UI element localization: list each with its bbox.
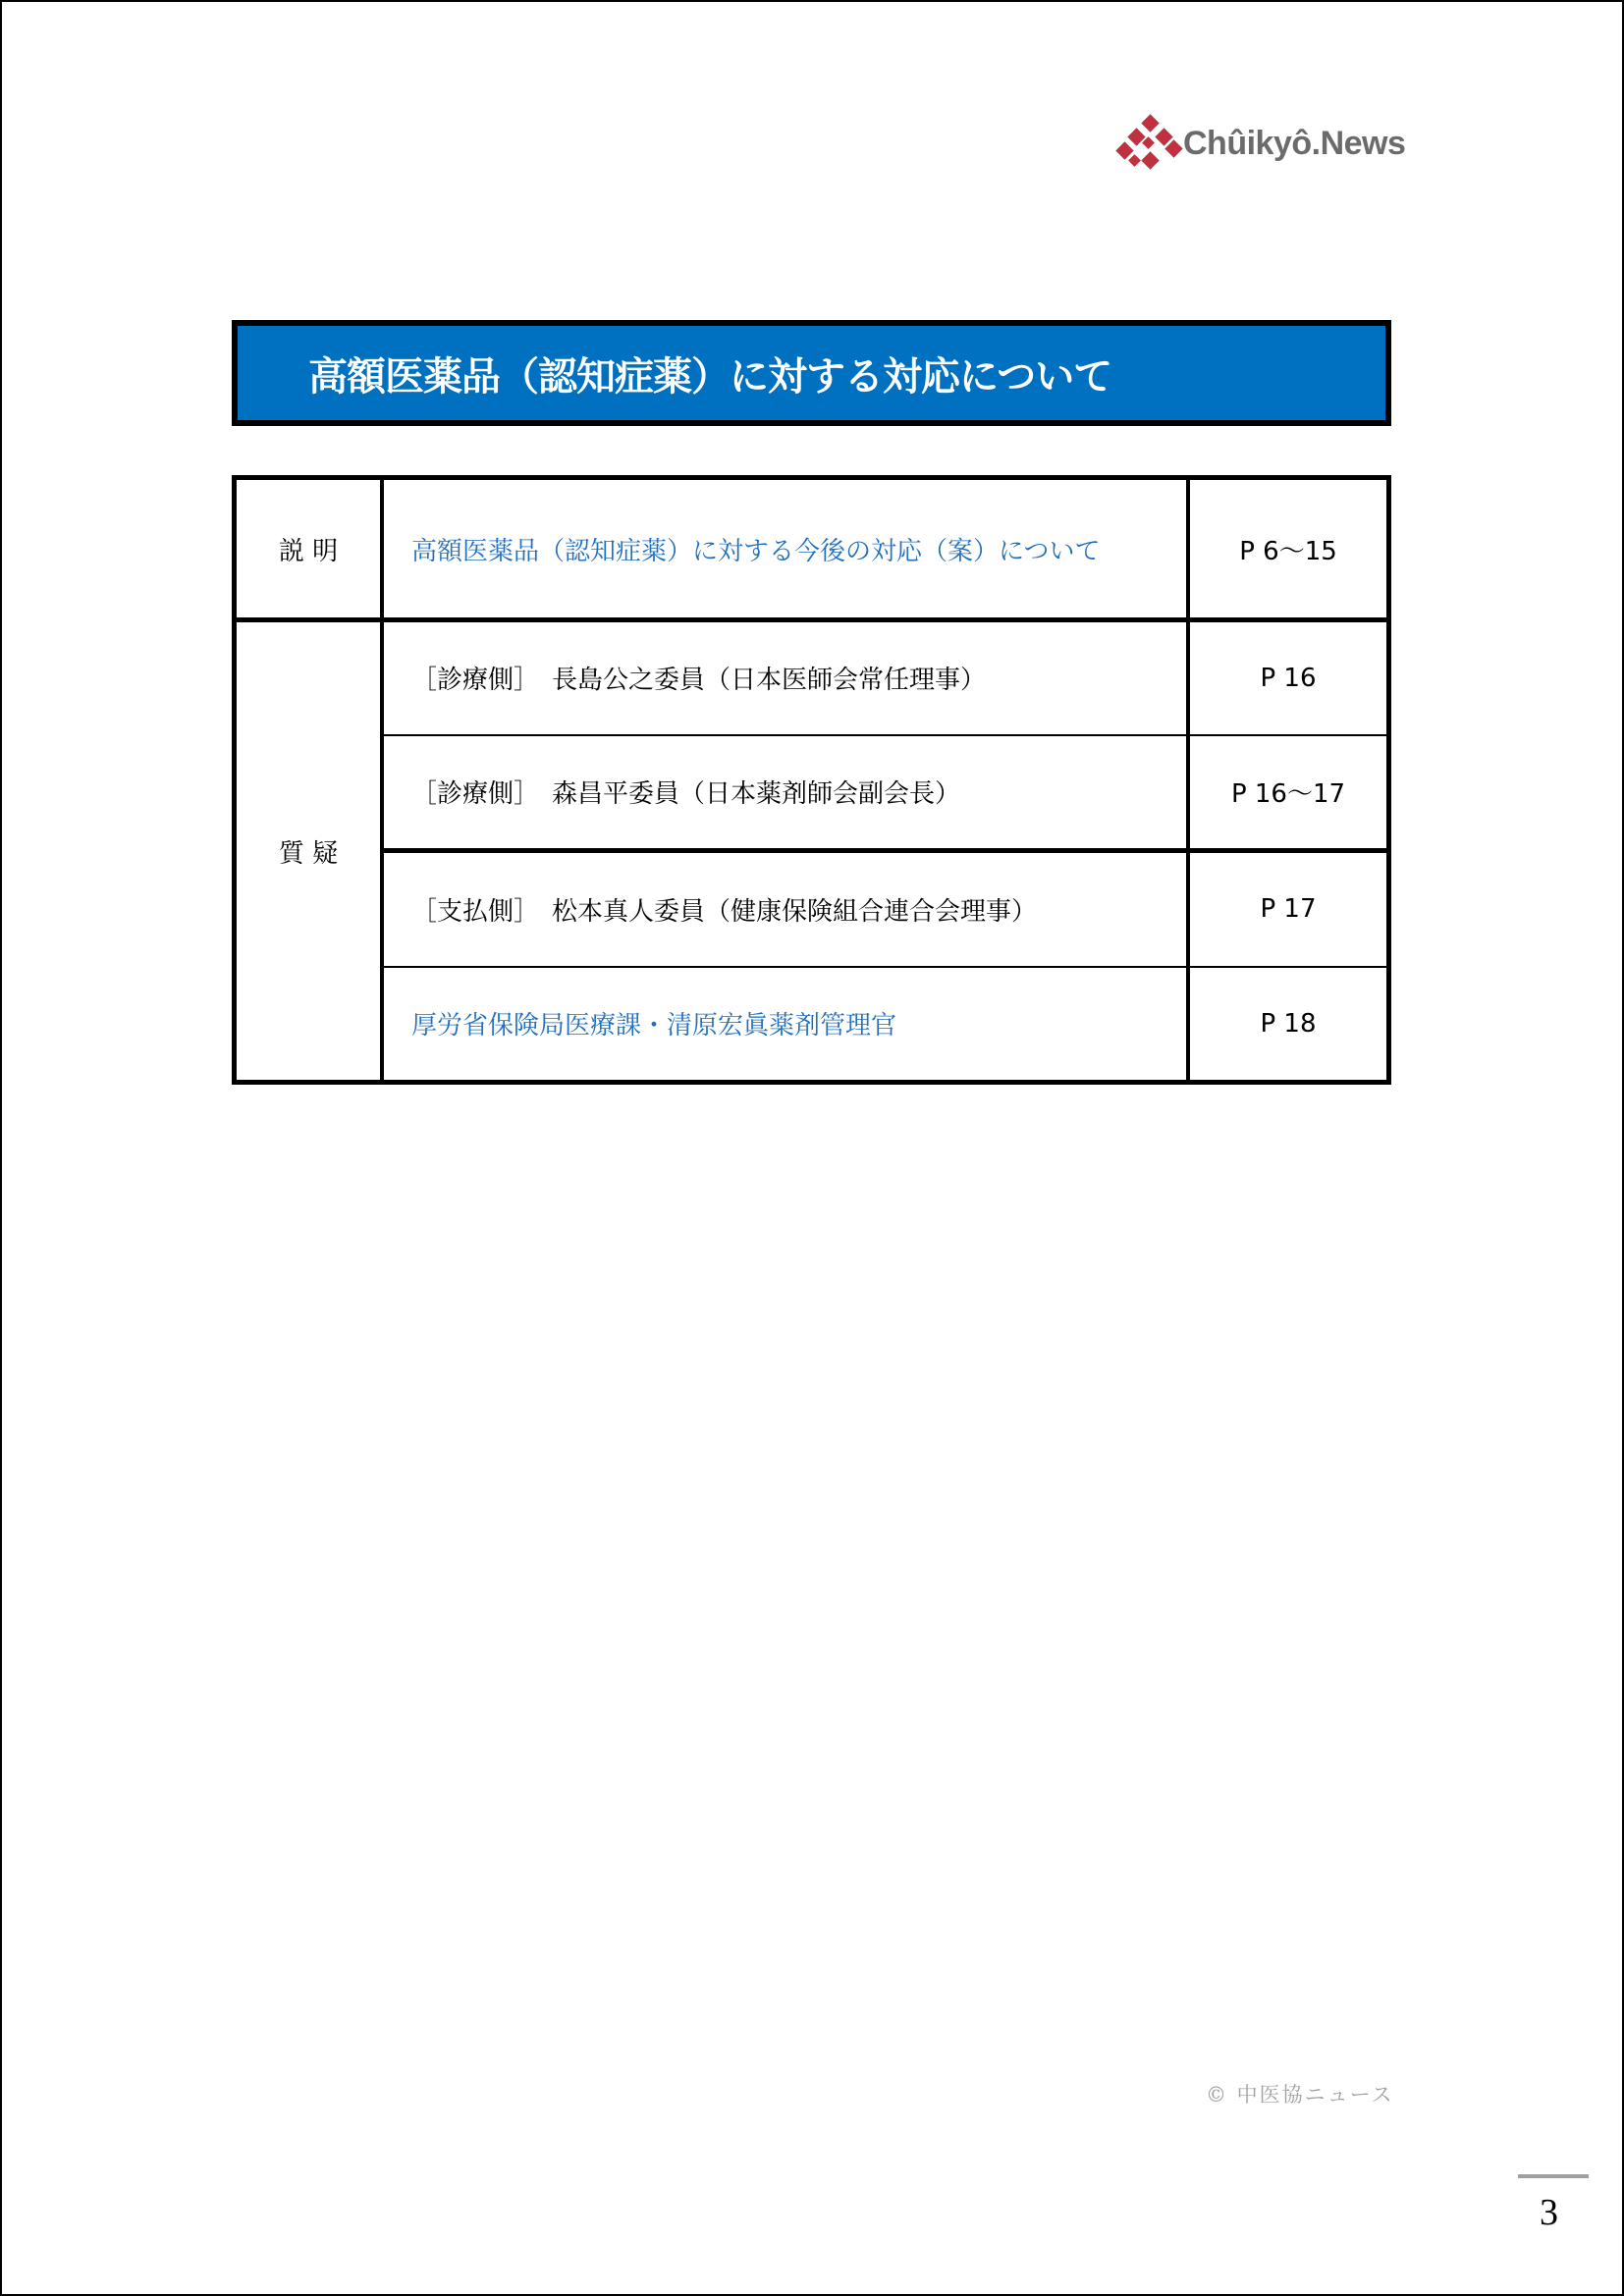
pages-cell: P 16～17	[1188, 735, 1389, 851]
pages-cell: P 6～15	[1188, 478, 1389, 620]
category-cell: 説 明	[235, 478, 383, 620]
pages-cell: P 16	[1188, 620, 1389, 735]
page-number-divider	[1518, 2174, 1589, 2178]
table-row	[235, 478, 1389, 620]
category-cell: 質 疑	[235, 620, 383, 1083]
item-cell: 高額医薬品（認知症薬）に対する今後の対応（案）について	[382, 478, 1188, 620]
diamond-logo-icon	[1122, 115, 1179, 172]
item-cell: 厚労省保険局医療課・清原宏眞薬剤管理官	[382, 967, 1188, 1083]
copyright-text: © 中医協ニュース	[1206, 2083, 1394, 2107]
agenda-table	[232, 475, 1391, 1085]
table-row	[235, 851, 1389, 967]
pages-cell: P 17	[1188, 851, 1389, 967]
item-cell: ［診療側］ 森昌平委員（日本薬剤師会副会長）	[382, 735, 1188, 851]
table-row	[235, 620, 1389, 735]
item-cell: ［診療側］ 長島公之委員（日本医師会常任理事）	[382, 620, 1188, 735]
logo-text: Chûikyô.News	[1183, 124, 1406, 162]
section-title: 高額医薬品（認知症薬）に対する対応について	[308, 353, 1112, 400]
chuikyo-news-logo	[1122, 114, 1405, 173]
page-number: 3	[1540, 2192, 1558, 2233]
item-cell: ［支払側］ 松本真人委員（健康保険組合連合会理事）	[382, 851, 1188, 967]
section-title-box	[232, 320, 1391, 426]
table-row	[235, 735, 1389, 851]
pages-cell: P 18	[1188, 967, 1389, 1083]
table-row	[235, 967, 1389, 1083]
